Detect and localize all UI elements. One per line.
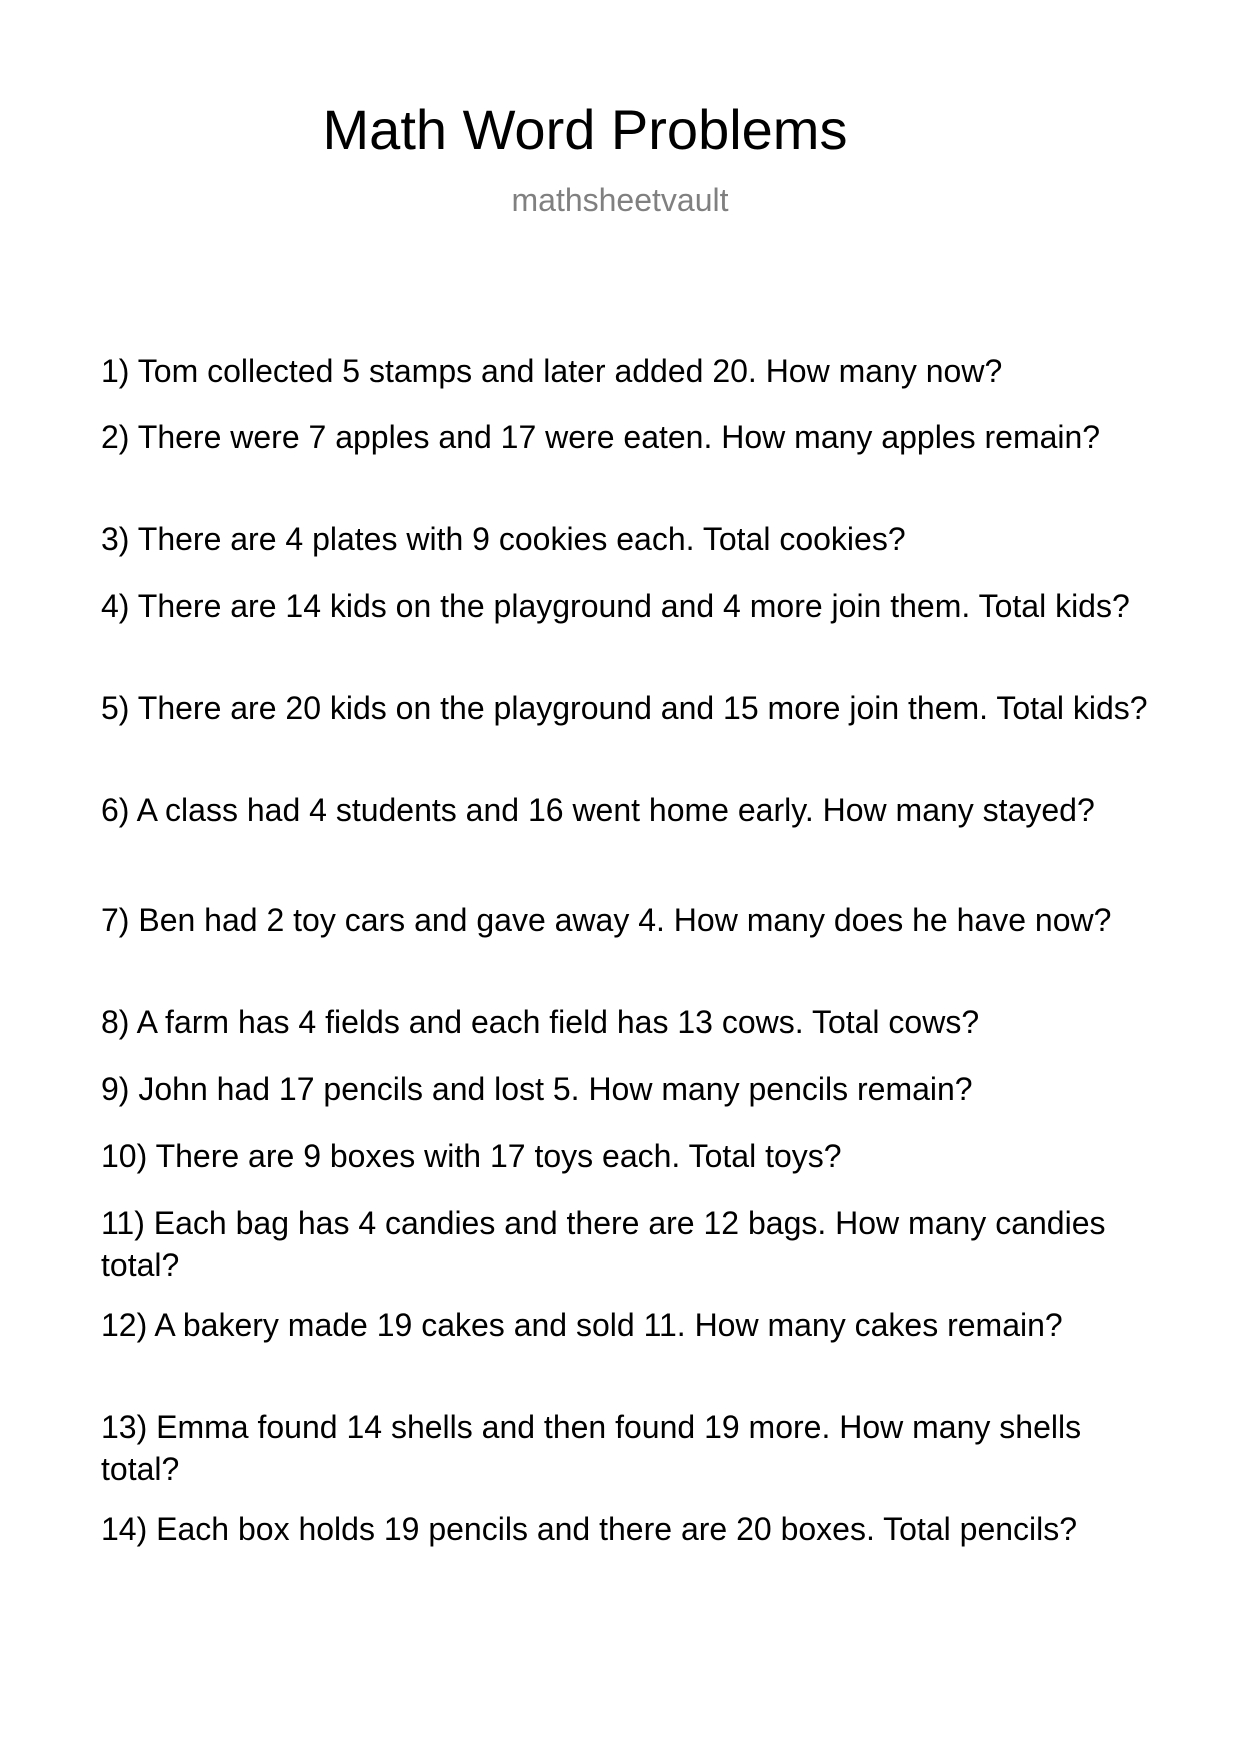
problem-item: 11) Each bag has 4 candies and there are 12 bags. How many candies total? bbox=[101, 1205, 1106, 1283]
problem-item: 3) There are 4 plates with 9 cookies each. Total cookies? bbox=[101, 521, 906, 557]
problem-item: 12) A bakery made 19 cakes and sold 11. How many cakes remain? bbox=[101, 1307, 1063, 1343]
problem-item: 10) There are 9 boxes with 17 toys each. Total toys? bbox=[101, 1138, 842, 1174]
problem-item: 9) John had 17 pencils and lost 5. How many pencils remain? bbox=[101, 1071, 973, 1107]
problem-item: 1) Tom collected 5 stamps and later added 20. How many now? bbox=[101, 353, 1003, 389]
problem-item: 4) There are 14 kids on the playground and 4 more join them. Total kids? bbox=[101, 588, 1130, 624]
problem-item: 13) Emma found 14 shells and then found 19 more. How many shells total? bbox=[101, 1409, 1082, 1487]
problem-item: 5) There are 20 kids on the playground and 15 more join them. Total kids? bbox=[101, 690, 1148, 726]
page-subtitle: mathsheetvault bbox=[511, 182, 729, 218]
problem-item: 6) A class had 4 students and 16 went home early. How many stayed? bbox=[101, 792, 1095, 828]
page-title: Math Word Problems bbox=[322, 98, 848, 161]
problem-item: 7) Ben had 2 toy cars and gave away 4. How many does he have now? bbox=[101, 902, 1112, 938]
problem-item: 2) There were 7 apples and 17 were eaten. How many apples remain? bbox=[101, 419, 1101, 455]
problem-item: 14) Each box holds 19 pencils and there are 20 boxes. Total pencils? bbox=[101, 1511, 1078, 1547]
problem-item: 8) A farm has 4 fields and each field has 13 cows. Total cows? bbox=[101, 1004, 980, 1040]
